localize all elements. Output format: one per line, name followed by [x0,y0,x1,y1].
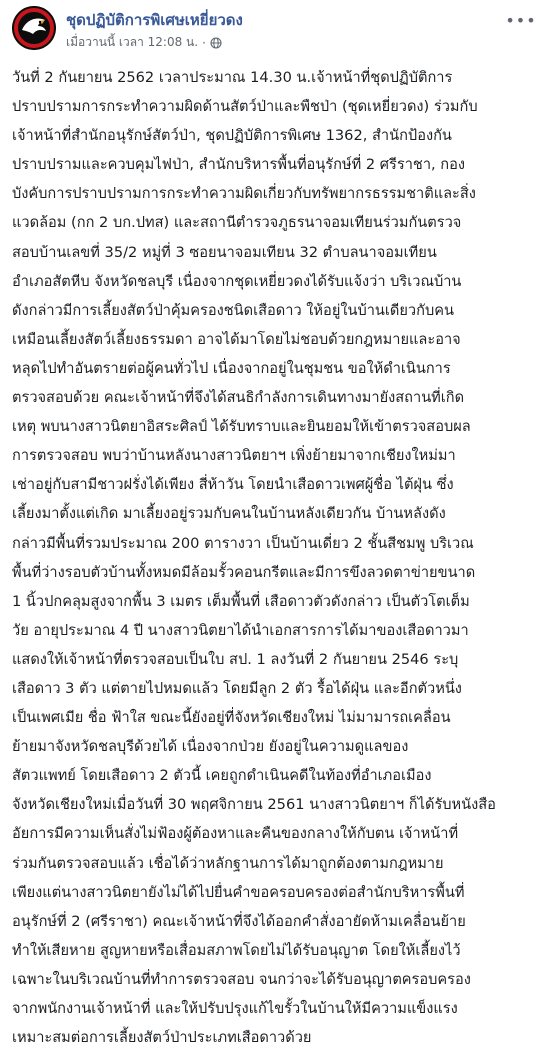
more-options-button[interactable] [505,10,537,30]
post-text-line: ร่วมกันตรวจสอบแล้ว เชื่อได้ว่าหลักฐานการได้มาถูกต้องตามกฎหมาย [12,854,444,872]
post-text-line: ทำให้เสียหาย สูญหายหรือเสื่อมสภาพโดยไม่ได้รับอนุญาต โดยให้เลี้ยงไว้ [12,941,461,959]
page-avatar[interactable] [12,6,56,50]
post-text-line: เป็นเพศเมีย ชื่อ ฟ้าใส ขณะนี้ยังอยู่ที่จังหวัดเชียงใหม่ ไม่มามารถเคลื่อน [12,709,451,727]
post-text-line: ย้ายมาจังหวัดชลบุรีด้วยได้ เนื่องจากป่วย ยังอยู่ในความดูแลของ [12,738,409,756]
post-text-line: 1 นิ้วปกคลุมสูงจากพื้น 3 เมตร เต็มพื้นที่ เสือดาวตัวดังกล่าว เป็นตัวโตเต็ม [12,592,470,610]
post-text-line: บังคับการปราบปรามการกระทำความผิดเกี่ยวกับทรัพยากรธรรมชาติและสิ่ง [12,185,476,203]
post-text-line: เฉพาะในบริเวณบ้านที่ทำการตรวจสอบ จนกว่าจะได้รับอนุญาตครอบครอง [12,970,471,988]
more-dots-icon: ••• [505,10,537,30]
post-text-line: พื้นที่ว่างรอบตัวบ้านทั้งหมดมีล้อมรั้วคอนกรีตและมีการขึงลวดตาข่ายขนาด [12,563,476,581]
post-text-line: กล่าวมีพื้นที่รวมประมาณ 200 ตารางวา เป็นบ้านเดี่ยว 2 ชั้นสีชมพู บริเวณ [12,534,474,552]
post-text-line: ปราบปรามและควบคุมไฟป่า, สำนักบริหารพื้นที่อนุรักษ์ที่ 2 ศรีราชา, กอง [12,156,466,174]
post-text-line: การตรวจสอบ พบว่าบ้านหลังนางสาวนิตยาฯ เพิ่งย้ายมาจากเชียงใหม่มา [12,447,456,465]
post-text-line: เลี้ยงมาตั้งแต่เกิด มาเลี้ยงอยู่รวมกับคนในบ้านหลังเดียวกัน บ้านหลังดัง [12,505,446,523]
post-text-line: แสดงให้เจ้าหน้าที่ตรวจสอบเป็นใบ สป. 1 ลงวันที่ 2 กันยายน 2546 ระบุ [12,650,459,668]
post-text-line: เช่าอยู่กับสามีชาวฝรั่งได้เพียง สี่ห้าวัน โดยนำเสือดาวเพศผู้ชื่อ ไต้ฝุ่น ซึ่ง [12,476,454,494]
hawk-logo-icon [12,6,56,50]
post-text-line: เสือดาว 3 ตัว แต่ตายไปหมดแล้ว โดยมีลูก 2 ตัว รื้อได้ฝุ่น และอีกตัวหนึ่ง [12,679,462,697]
post-text [12,63,534,1052]
page-name-link[interactable]: ชุดปฏิบัติการพิเศษเหยี่ยวดง [66,11,243,29]
post-text-line: ปราบปรามการกระทำความผิดด้านสัตว์ป่าและพืชป่า (ชุดเหยี่ยวดง) ร่วมกับ [12,98,478,116]
post-text-line: วันที่ 2 กันยายน 2562 เวลาประมาณ 14.30 น.เจ้าหน้าที่ชุดปฏิบัติการ [12,69,453,86]
post-text-line: จากพนักงานเจ้าหน้าที่ และให้ปรับปรุงแก้ไขรั้วในบ้านให้มีความแข็งแรง [12,1000,458,1017]
post-text-line: แวดล้อม (กก 2 บก.ปทส) และสถานีตำรวจภูธรนาจอมเทียนร่วมกันตรวจ [12,214,462,232]
post-text-line: สอบบ้านเลขที่ 35/2 หมู่ที่ 3 ซอยนาจอมเทียน 32 ตำบลนาจอมเทียน [12,243,437,261]
post-text-line: อนุรักษ์ที่ 2 (ศรีราชา) คณะเจ้าหน้าที่จึงได้ออกคำสั่งอายัดห้ามเคลื่อนย้าย [12,912,466,930]
post-header [0,0,543,58]
post-text-line: ดังกล่าวมีการเลี้ยงสัตว์ป่าคุ้มครองชนิดเสือดาว ให้อยู่ในบ้านเดียวกับคน [12,301,454,319]
globe-icon[interactable] [210,37,222,49]
post-timestamp[interactable]: เมื่อวานนี้ เวลา 12:08 น. [66,35,199,49]
post-text-line: ตรวจสอบด้วย คณะเจ้าหน้าที่จึงได้สนธิกำลังการเดินทางมายังสถานที่เกิด [12,389,465,407]
post-text-line: วัย อายุประมาณ 4 ปี นางสาวนิตยาได้นำเอกสารการได้มาของเสือดาวมา [12,621,469,639]
post-text-line: หลุดไปทำอันตรายต่อผู้คนทั่วไป เนื่องจากอยู่ในชุมชน ขอให้ดำเนินการ [12,359,451,377]
post-text-line: เจ้าหน้าที่สำนักอนุรักษ์สัตว์ป่า, ชุดปฏิบัติการพิเศษ 1362, สำนักป้องกัน [12,127,452,145]
post-text-line: เหตุ พบนางสาวนิตยาอิสระศิลป์ ได้รับทราบและยินยอมให้เข้าตรวจสอบผล [12,418,471,436]
post-text-line: อัยการมีความเห็นสั่งไม่ฟ้องผู้ต้องหาและคืนของกลางให้กับตน เจ้าหน้าที่ [12,825,459,843]
post-text-line: เหมาะสมต่อการเลี้ยงสัตว์ป่าประเภทเสือดาวด้วย [12,1029,312,1047]
post-text-line: จังหวัดเชียงใหม่เมื่อวันที่ 30 พฤศจิกายน 2561 นางสาวนิตยาฯ ก็ได้รับหนังสือ [12,796,496,814]
post-text-line: อำเภอสัตหีบ จังหวัดชลบุรี เนื่องจากชุดเหยี่ยวดงได้รับแจ้งว่า บริเวณบ้าน [12,272,462,290]
post-text-line: เพียงแต่นางสาวนิตยายังไม่ได้ไปยื่นคำขอครอบครองต่อสำนักบริหารพื้นที่ [12,883,465,901]
meta-separator: · [202,35,206,50]
post-text-line: สัตวแพทย์ โดยเสือดาว 2 ตัวนี้ เคยถูกดำเนินคดีในท้องที่อำเภอเมือง [12,767,432,785]
post-text-line: เหมือนเลี้ยงสัตว์เลี้ยงธรรมดา อาจได้มาโดยไม่ชอบด้วยกฎหมายและอาจ [12,330,461,348]
post-meta [66,33,222,52]
